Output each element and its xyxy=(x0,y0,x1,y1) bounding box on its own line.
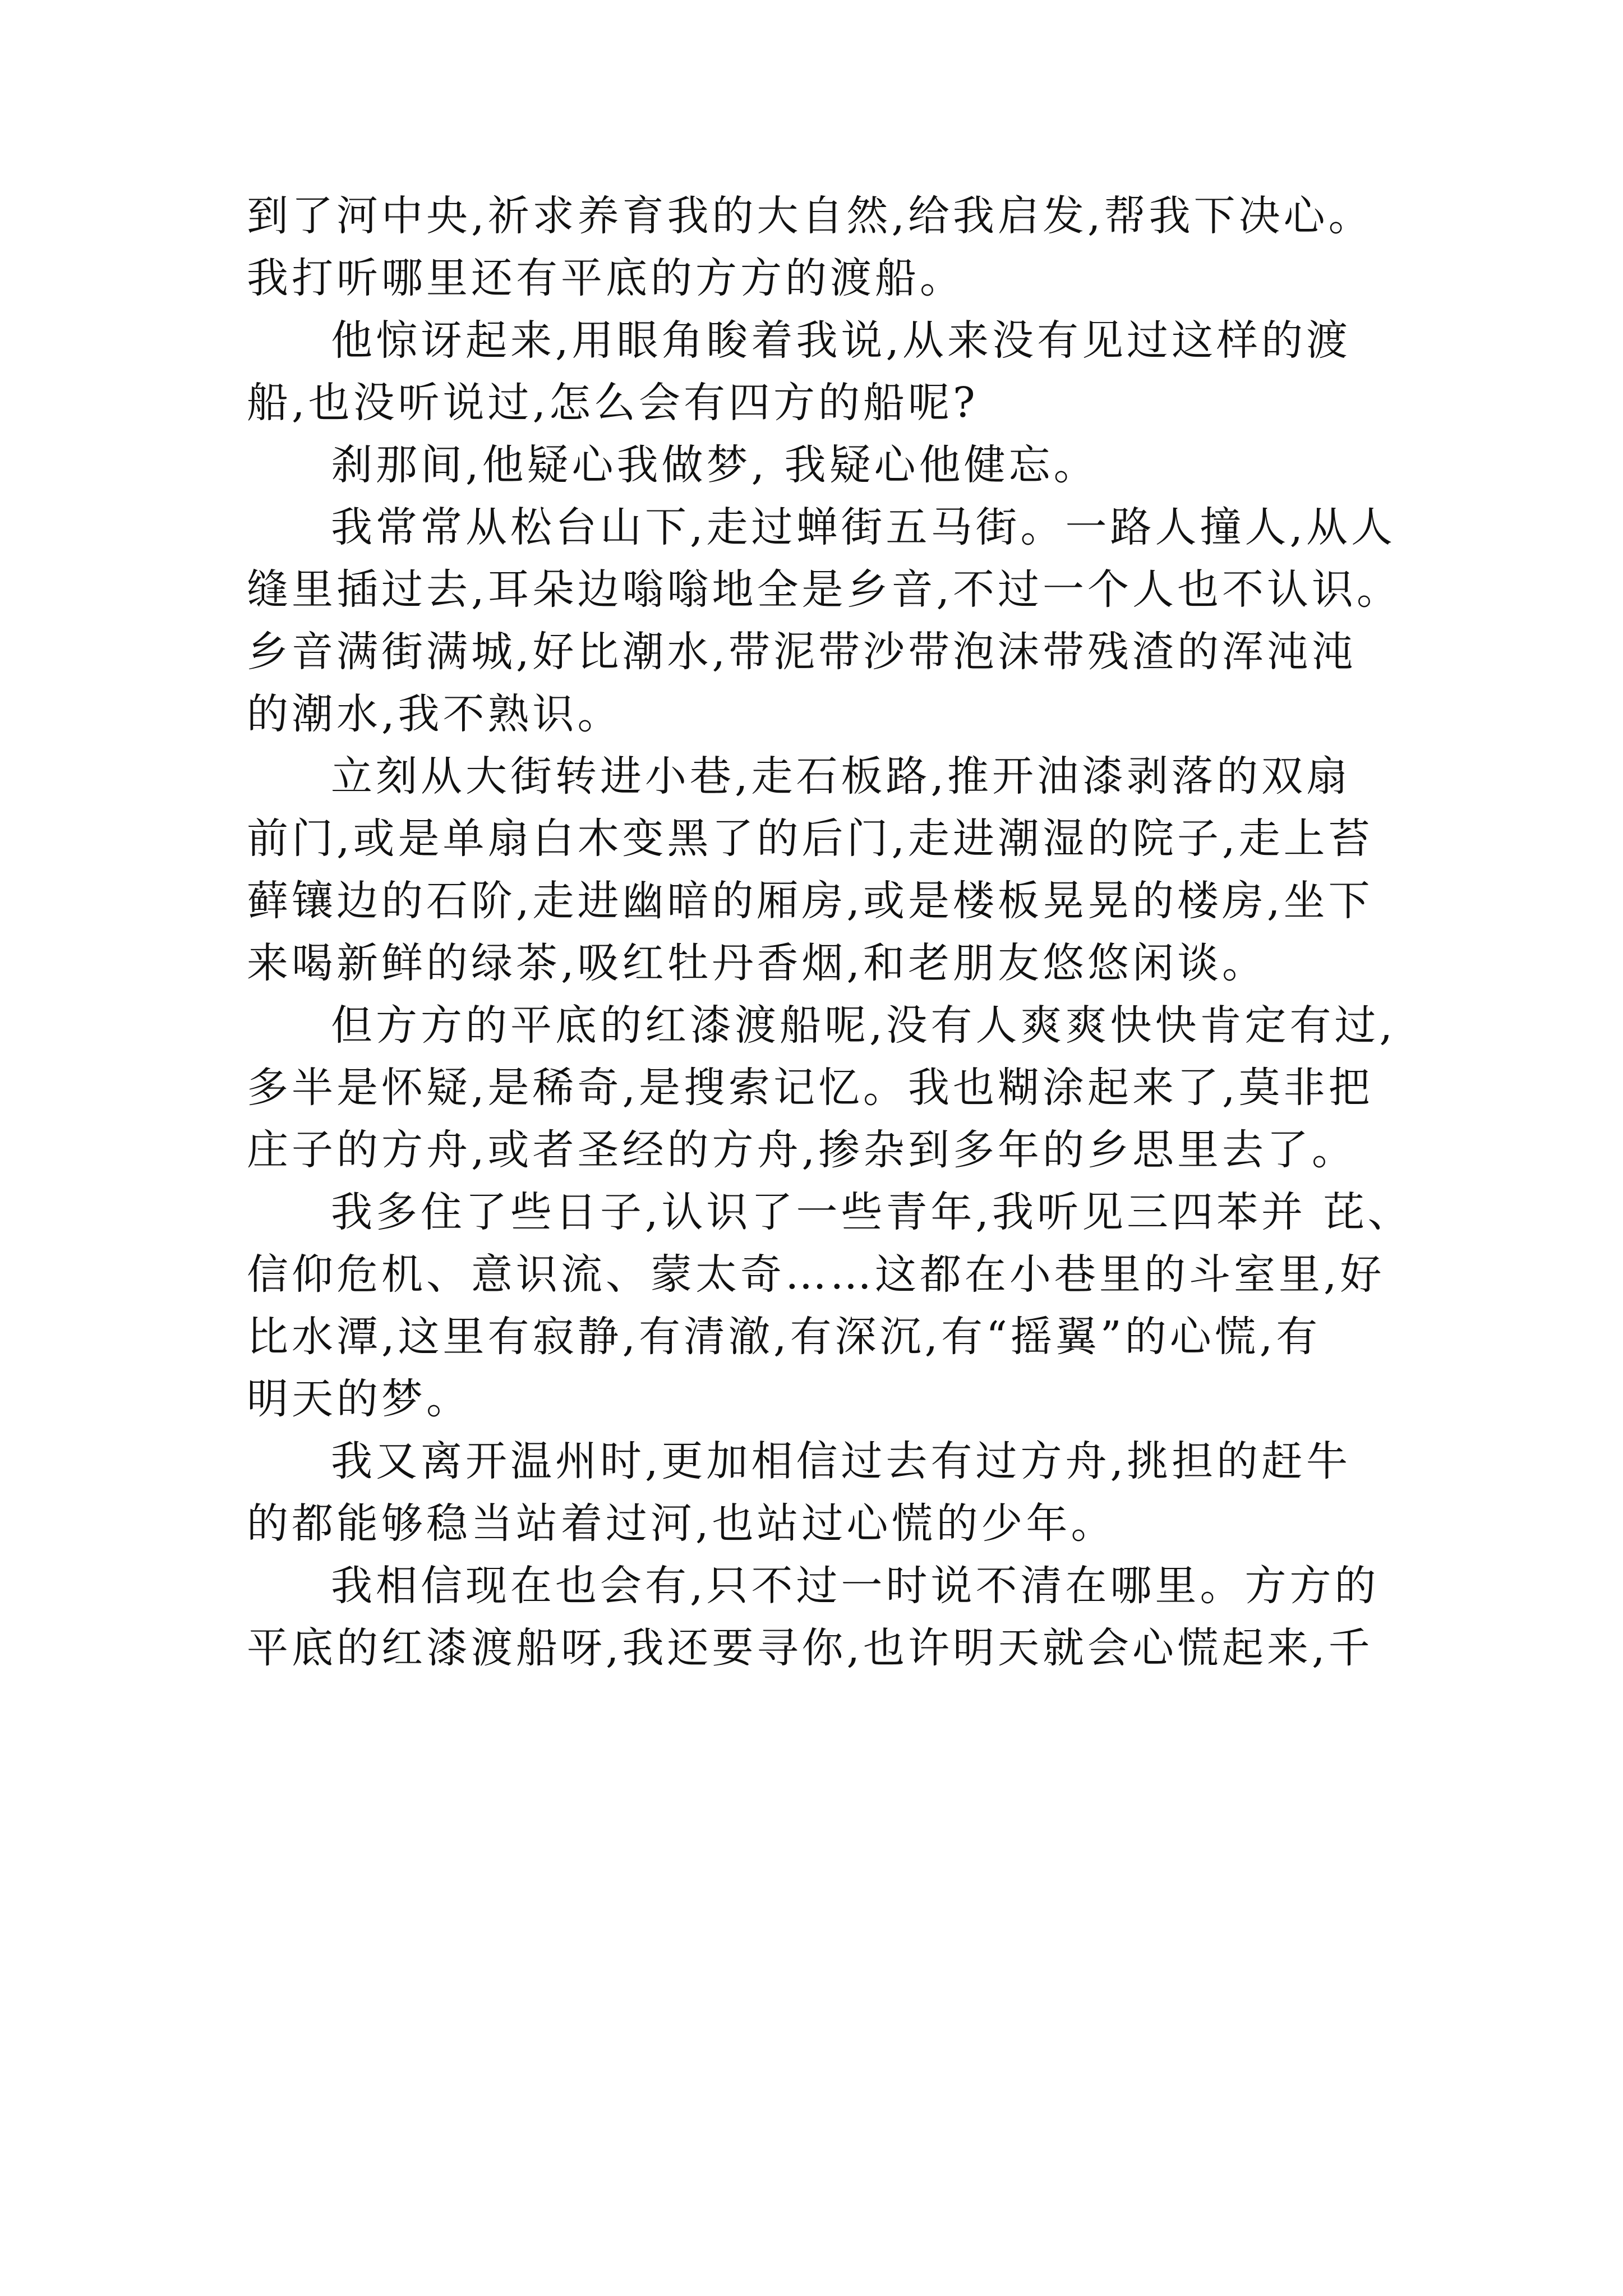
text-line: 明天的梦。 xyxy=(247,1375,471,1423)
text-line: 他惊讶起来,用眼角睃着我说,从来没有见过这样的渡 xyxy=(331,316,1352,365)
text-line: 我又离开温州时,更加相信过去有过方舟,挑担的赶牛 xyxy=(331,1437,1352,1485)
text-line: 我常常从松台山下,走过蝉街五马街。一路人撞人,从人 xyxy=(331,503,1396,551)
text-line: 我多住了些日子,认识了一些青年,我听见三四苯并 芘、 xyxy=(331,1188,1413,1236)
text-line: 的潮水,我不熟识。 xyxy=(247,690,623,738)
text-line: 比水潭,这里有寂静,有清澈,有深沉,有“摇翼”的心慌,有 xyxy=(247,1313,1321,1361)
text-line: 平底的红漆渡船呀,我还要寻你,也许明天就会心慌起来,千 xyxy=(247,1624,1373,1672)
text-line: 我打听哪里还有平底的方方的渡船。 xyxy=(247,254,965,302)
text-line: 缝里插过去,耳朵边嗡嗡地全是乡音,不过一个人也不认识。 xyxy=(247,565,1402,614)
text-line: 前门,或是单扇白木变黑了的后门,走进潮湿的院子,走上苔 xyxy=(247,815,1373,863)
body-text xyxy=(247,185,1413,1680)
text-line: 刹那间,他疑心我做梦, 我疑心他健忘。 xyxy=(331,441,1099,489)
text-line: 来喝新鲜的绿茶,吸红牡丹香烟,和老朋友悠悠闲谈。 xyxy=(247,939,1267,987)
text-line: 乡音满街满城,好比潮水,带泥带沙带泡沫带残渣的浑沌沌 xyxy=(247,628,1357,676)
text-line: 我相信现在也会有,只不过一时说不清在哪里。方方的 xyxy=(331,1562,1380,1610)
text-line: 立刻从大街转进小巷,走石板路,推开油漆剥落的双扇 xyxy=(331,752,1352,800)
text-line: 信仰危机、意识流、蒙太奇……这都在小巷里的斗室里,好 xyxy=(247,1250,1385,1299)
text-line: 但方方的平底的红漆渡船呢,没有人爽爽快快肯定有过, xyxy=(331,1001,1396,1050)
text-line: 船,也没听说过,怎么会有四方的船呢? xyxy=(247,379,979,427)
text-line: 藓镶边的石阶,走进幽暗的厢房,或是楼板晃晃的楼房,坐下 xyxy=(247,877,1373,925)
text-line: 到了河中央,祈求养育我的大自然,给我启发,帮我下决心。 xyxy=(247,192,1373,240)
text-line: 的都能够稳当站着过河,也站过心慌的少年。 xyxy=(247,1499,1116,1548)
text-line: 多半是怀疑,是稀奇,是搜索记忆。我也糊涂起来了,莫非把 xyxy=(247,1064,1373,1112)
text-line: 庄子的方舟,或者圣经的方舟,掺杂到多年的乡思里去了。 xyxy=(247,1126,1357,1174)
